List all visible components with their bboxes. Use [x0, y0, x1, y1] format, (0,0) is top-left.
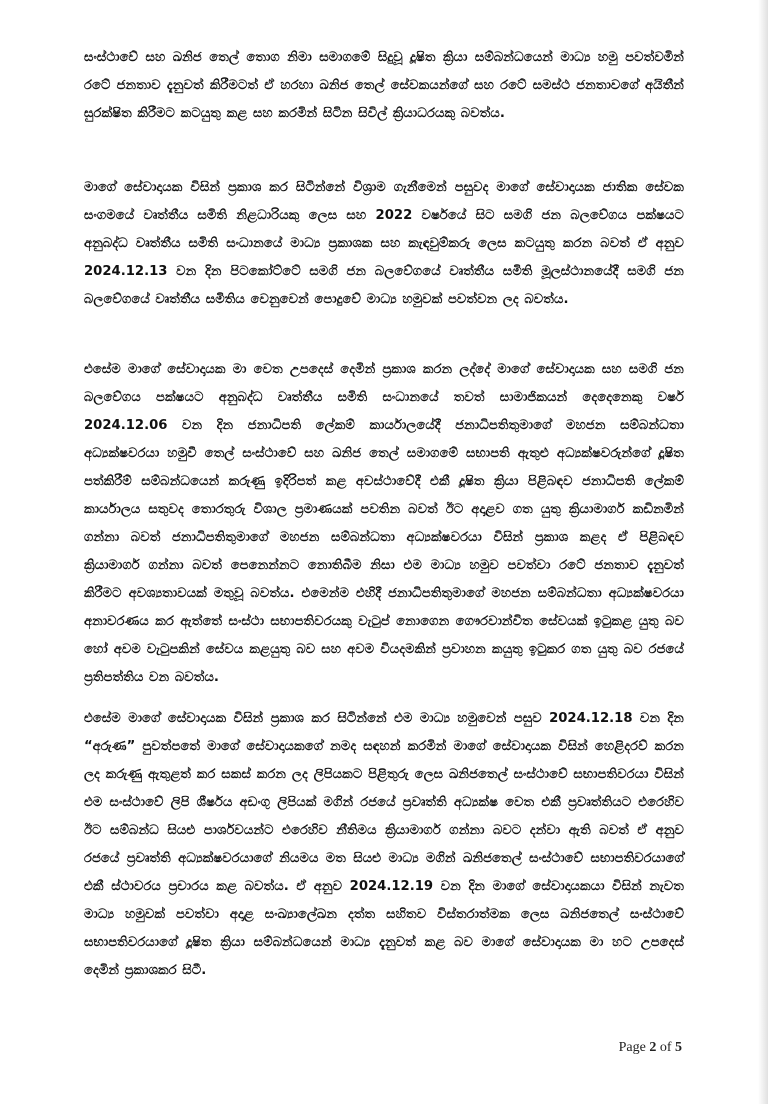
paragraph-3: එසේම මාගේ සේවාදායක මා වෙත උපදෙස් දෙමින් ප්‍රකාශ කරන ලද්දේ මාගේ සේවාදායක සහ සමගි ජන බලවේගය පක්ෂයට අනුබද්ධ වෘත්තීය සමිති සංධානයේ තවත් සාමාජිකයන් දෙදෙනෙකු වර්ෂ 2024.12.06 වන දින ජනාධිපති ලේකම් කාර්යාලයේදී ජනාධිපතිතුමාගේ මහජන සම්බන්ධතා අධ්‍යක්ෂවරයා හමුවී තෙල් සංස්ථාවේ සහ ඛනිජ තෙල් සමාගමේ සභාපති ඇතුළු අධ්‍යක්ෂවරුන්ගේ දූෂිත පත්කිරීම් සම්බන්ධයෙන් කරුණු ඉදිරිපත් කළ අවස්ථාවේදී එකී දූෂිත ක්‍රියා පිළිබඳව ජනාධිපති ලේකම් කාර්යාලය සතුවද තොරතුරු විශාල ප්‍රමාණයක් පවතින බවත් ඊට අදාළව ගත යුතු ක්‍රියාමාර්ග කඩිනමින් ගන්නා බවත් ජනාධිපතිතුමාගේ මහජන සම්බන්ධතා අධ්‍යක්ෂවරයා විසින් ප්‍රකාශ කළද ඒ පිළිබඳව ක්‍රියාමාර්ග ගන්නා බවත් පෙනෙන්නට නොතිබීම නිසා එම මාධ්‍ය හමුව පවත්වා රටේ ජනතාව දැනුවත් කිරීමට අවශ්‍යතාවයක් මතුවූ බවත්ය. එමෙන්ම එහිදී ජනාධිපතිතුමාගේ මහජන සම්බන්ධතා අධ්‍යක්ෂවරයා අනාවරණය කර ඇත්තේ සංස්ථා සභාපතිවරයකු වැටුප් නොගෙන ගෞරවාන්විත සේවයක් ඉටුකළ යුතු බව හෝ අවම වැටුපකින් සේවය කළයුතු බව සහ අවම වියදමකින් ප්‍රවාහන කයුතු ඉටුකර ගත යුතු බව රජයේ ප්‍රතිපත්තිය වන බවත්ය. — [84, 362, 684, 685]
current-page-number: 2 — [649, 1040, 657, 1055]
total-page-count: 5 — [675, 1040, 682, 1055]
of-word: of — [659, 1040, 672, 1055]
page-edge-shadow — [758, 0, 768, 1104]
page-word: Page — [618, 1040, 646, 1055]
paragraph-4: එසේම මාගේ සේවාදායක විසින් ප්‍රකාශ කර සිටින්නේ එම මාධ්‍ය හමුවෙන් පසුව 2024.12.18 වන දින “අරුණ” පුවත්පතේ මාගේ සේවාදායකගේ නමද සඳහන් කරමින් මාගේ සේවාදායක විසින් හෙළිදරව් කරන ලද කරුණු ඇතුළත් කර සකස් කරන ලද ලිපියකට පිළිතුරු ලෙස ඛනිජතෙල් සංස්ථාවේ සභාපතිවරයා විසින් එම සංස්ථාවේ ලිපි ශීර්ෂය අඩංගු ලිපියක් මගින් රජයේ ප්‍රවෘත්ති අධ්‍යක්ෂ වෙත එකී ප්‍රවෘත්තියට එරෙහිව ඊට සම්බන්ධ සියළු පාර්ශවයන්ට එරෙහිව නීතිමය ක්‍රියාමාර්ග ගන්නා බවට දන්වා ඇති බවත් ඒ අනුව රජයේ ප්‍රවෘත්ති අධ්‍යක්ෂවරයාගේ නියමය මත සියළු මාධ්‍ය මගින් ඛනිජතෙල් සංස්ථාවේ සභාපතිවරයාගේ එකී ස්ථාවරය ප්‍රචාරය කළ බවත්ය. ඒ අනුව 2024.12.19 වන දින මාගේ සේවාදායකයා විසින් නැවත මාධ්‍ය හමුවක් පවත්වා අදාළ සංඛ්‍යාලේඛන දත්ත සහිතව විස්තරාත්මක ලෙස ඛනිජතෙල් සංස්ථාවේ සභාපතිවරයාගේ දූෂිත ක්‍රියා සම්බන්ධයෙන් මාධ්‍ය දැනුවත් කළ බව මාගේ සේවාදායක මා හට උපදෙස් දෙමින් ප්‍රකාශකර සිටී. — [84, 711, 684, 978]
paragraph-2: මාගේ සේවාදායක විසින් ප්‍රකාශ කර සිටින්නේ විශ්‍රාම ගැනීමෙන් පසුවද මාගේ සේවාදායක ජාතික සේවක සංගමයේ වෘත්තීය සමිති නිළධාරියකු ලෙස සහ 2022 වර්ෂයේ සිට සමගි ජන බලවේගය පක්ෂයට අනුබද්ධ වෘත්තීය සමිති සංධානයේ මාධ්‍ය ප්‍රකාශක සහ කැඳවුම්කරු ලෙස කටයුතු කරන බවත් ඒ අනුව 2024.12.13 වන දින පිටකෝට්ටේ සමගි ජන බලවේගයේ වෘත්තීය සමිති මූලස්ථානයේදී සමගි ජන බලවේගයේ වෘත්තීය සමිතිය වෙනුවෙන් පොදුවේ මාධ්‍ය හමුවක් පවත්වන ලද බවත්ය. — [84, 180, 684, 307]
paragraph-1: සංස්ථාවේ සහ ඛනිජ තෙල් තොග නිමා සමාගමේ සිදුවූ දූෂිත ක්‍රියා සම්බන්ධයෙන් මාධ්‍ය හමු පවත්වමින් රටේ ජනතාව දැනුවත් කිරීමටත් ඒ හරහා ඛනිජ තෙල් සේවකයන්ගේ සහ රටේ සමස්ථ ජනතාවගේ අයිතීන් සුරක්ෂිත කිරීමට කටයුතු කළ සහ කරමින් සිටින සිවිල් ක්‍රියාධරයකු බවත්ය. — [84, 50, 684, 121]
page-number-footer — [619, 1040, 682, 1056]
